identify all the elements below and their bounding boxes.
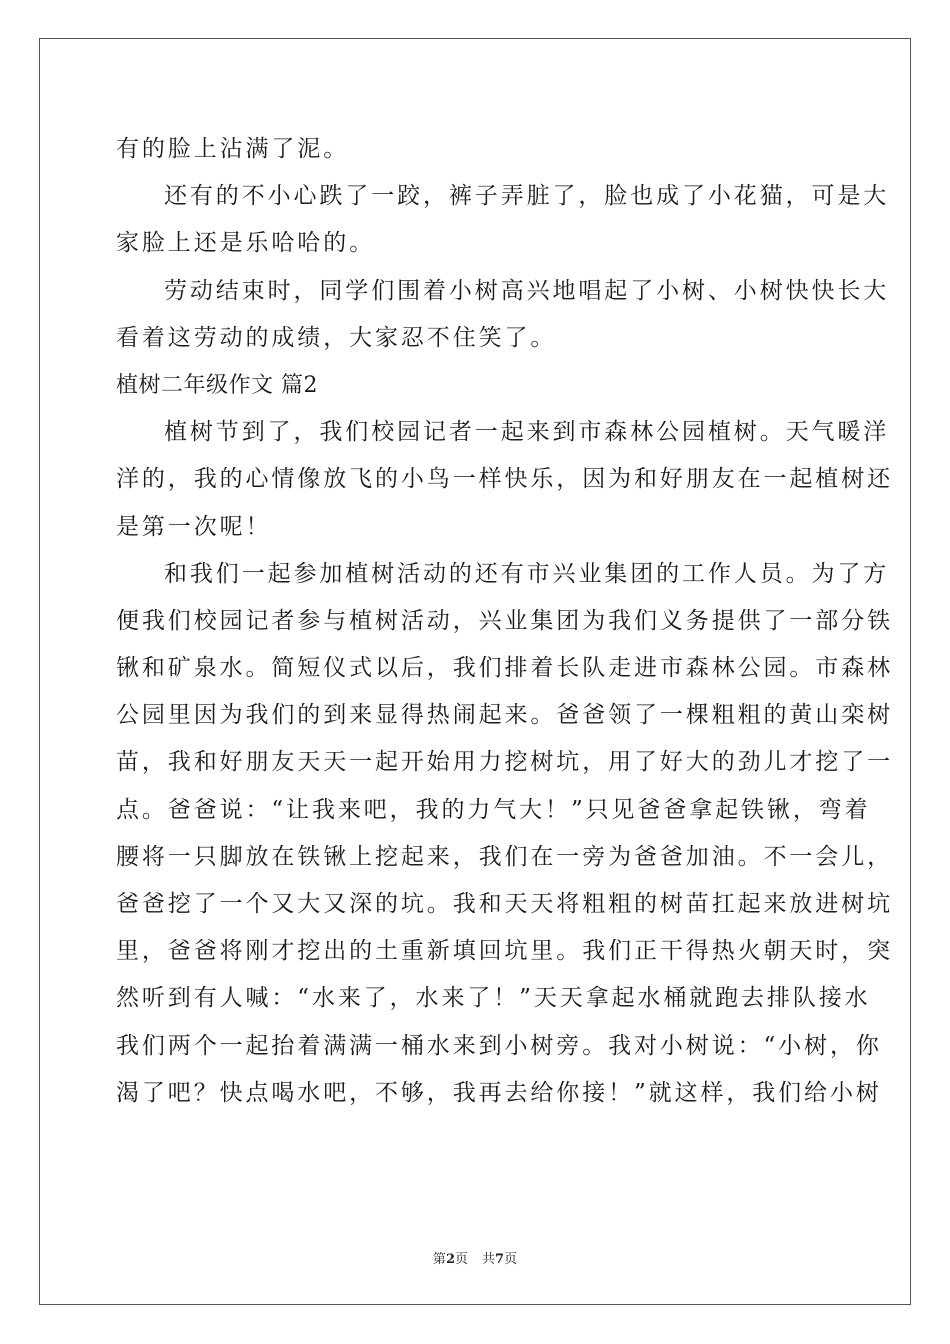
text-line: 有的脸上沾满了泥。: [116, 136, 350, 162]
text-line: 家脸上还是乐哈哈的。: [116, 230, 375, 257]
page-prefix: 第: [432, 1252, 446, 1267]
text-line: 然听到有人喊：“水来了，水来了！”天天拿起水桶就跑去排队接水: [116, 985, 871, 1012]
text-line: 便我们校园记者参与植树活动，兴业集团为我们义务提供了一部分铁: [116, 607, 893, 634]
page-footer: [0, 1248, 950, 1267]
paragraph-start: 植树节到了，我们校园记者一起来到市森林公园植树。天气暖洋: [164, 419, 890, 446]
text-line: 看着这劳动的成绩，大家忍不住笑了。: [116, 324, 557, 351]
current-page-number: 2: [445, 1252, 455, 1267]
text-line: 洋的，我的心情像放飞的小鸟一样快乐，因为和好朋友在一起植树还: [116, 466, 893, 493]
total-unit: 页: [504, 1252, 518, 1267]
text-line: 渴了吧？快点喝水吧，不够，我再去给你接！”就这样，我们给小树: [116, 1079, 882, 1106]
text-line: 点。爸爸说：“让我来吧，我的力气大！”只见爸爸拿起铁锹，弯着: [116, 796, 871, 823]
text-line: 苗，我和好朋友天天一起开始用力挖树坑，用了好大的劲儿才挖了一: [116, 749, 893, 776]
paragraph-start: 和我们一起参加植树活动的还有市兴业集团的工作人员。为了方: [164, 560, 890, 587]
paragraph-start: 劳动结束时，同学们围着小树高兴地唱起了小树、小树快快长大: [164, 277, 890, 304]
text-line: 腰将一只脚放在铁锹上挖起来，我们在一旁为爸爸加油。不一会儿，: [116, 843, 893, 870]
text-line: 是第一次呢！: [116, 513, 272, 540]
paragraph-start: 还有的不小心跌了一跤，裤子弄脏了，脸也成了小花猫，可是大: [164, 183, 890, 210]
total-page-number: 7: [495, 1252, 505, 1267]
document-body: [116, 126, 893, 1117]
page-unit: 页: [454, 1252, 468, 1267]
text-line: 锹和矿泉水。简短仪式以后，我们排着长队走进市森林公园。市森林: [116, 655, 893, 682]
total-prefix: 共: [482, 1252, 496, 1267]
section-heading: 植树二年级作文 篇2: [116, 372, 318, 398]
text-line: 里，爸爸将刚才挖出的土重新填回坑里。我们正干得热火朝天时，突: [116, 938, 893, 965]
text-line: 公园里因为我们的到来显得热闹起来。爸爸领了一棵粗粗的黄山栾树: [116, 702, 893, 729]
text-line: 我们两个一起抬着满满一桶水来到小树旁。我对小树说：“小树，你: [116, 1032, 882, 1059]
text-line: 爸爸挖了一个又大又深的坑。我和天天将粗粗的树苗扛起来放进树坑: [116, 891, 893, 917]
